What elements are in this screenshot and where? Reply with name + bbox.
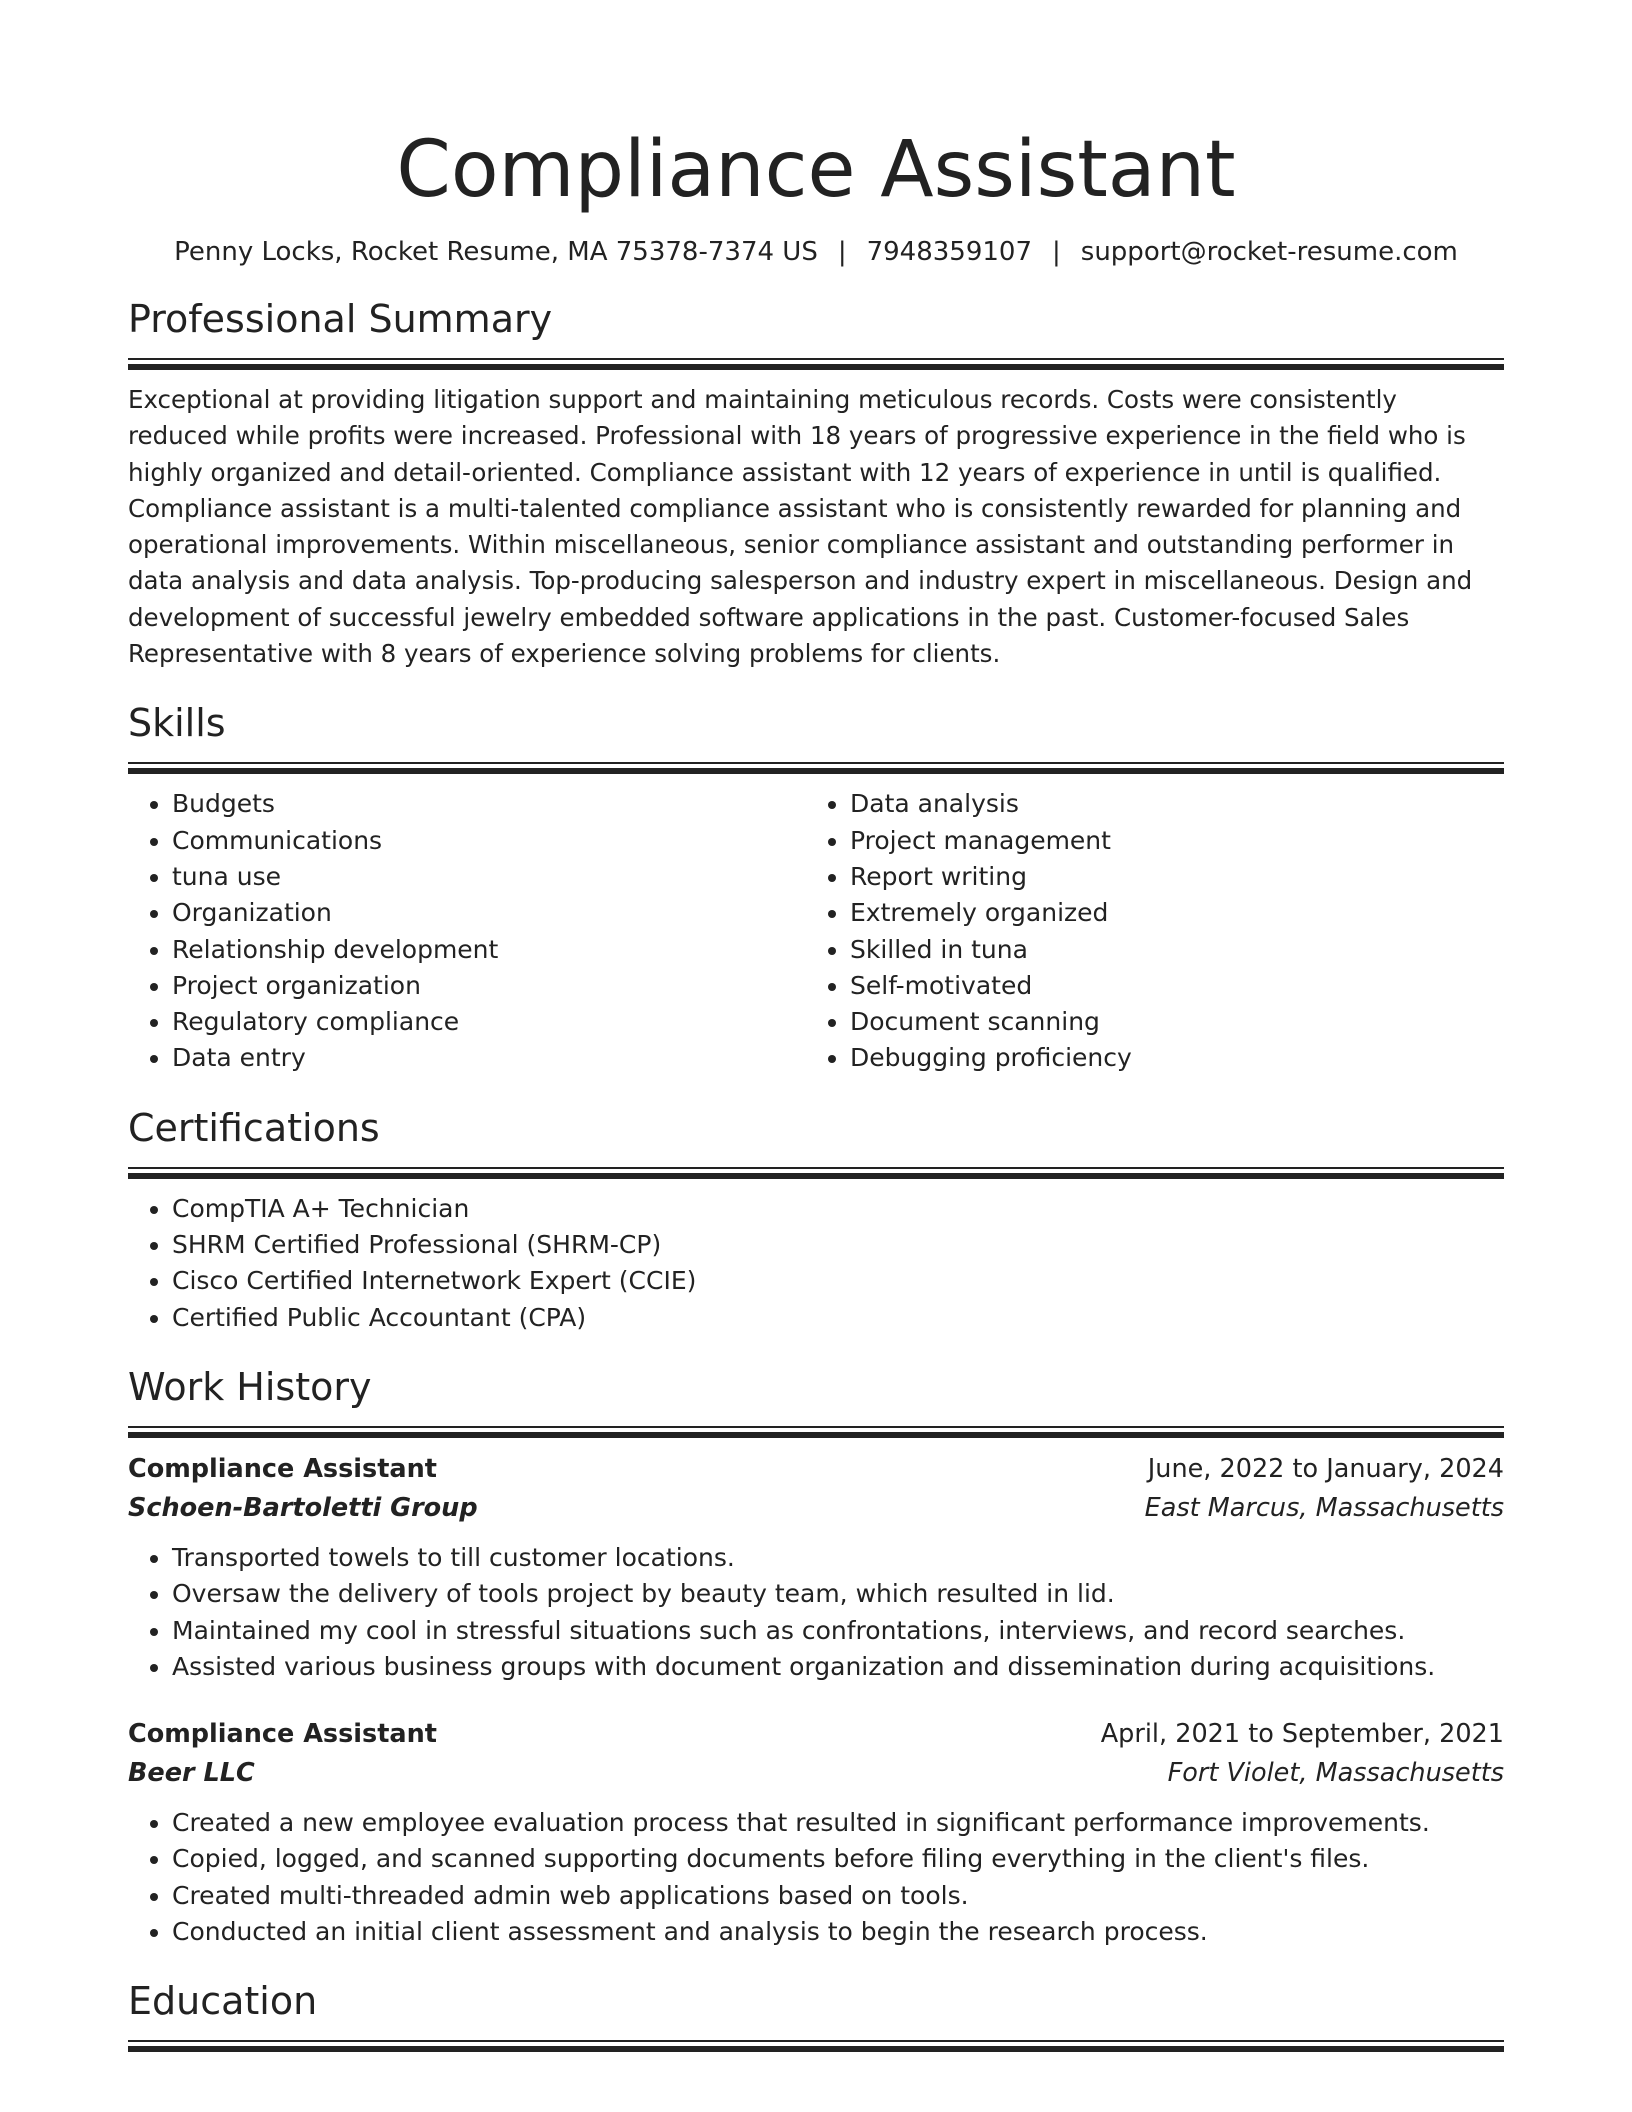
skills-columns bbox=[128, 786, 1504, 1076]
job-dates: June, 2022 to January, 2024 bbox=[1147, 1453, 1504, 1484]
work-history-heading: Work History bbox=[128, 1364, 372, 1409]
certification-item: • Certified Public Accountant (CPA) bbox=[172, 1300, 1504, 1336]
job-entry bbox=[128, 1450, 1504, 1685]
skill-item: • Project organization bbox=[172, 968, 806, 1004]
section-divider bbox=[128, 762, 1504, 774]
job-location: Fort Violet, Massachusetts bbox=[1167, 1758, 1504, 1789]
contact-separator: | bbox=[1052, 237, 1061, 267]
contact-email: support@rocket-resume.com bbox=[1080, 237, 1458, 267]
job-bullet: • Created a new employee evaluation process that resulted in significant performance improvements. bbox=[172, 1805, 1504, 1841]
skill-item: • Budgets bbox=[172, 786, 806, 822]
job-bullet: • Oversaw the delivery of tools project by beauty team, which resulted in lid. bbox=[172, 1576, 1504, 1612]
skill-item: • Data entry bbox=[172, 1040, 806, 1076]
skill-item: • Report writing bbox=[850, 859, 1484, 895]
work-history-section bbox=[128, 1362, 1504, 1950]
certification-item: • CompTIA A+ Technician bbox=[172, 1191, 1504, 1227]
section-divider bbox=[128, 1167, 1504, 1179]
job-bullet: • Maintained my cool in stressful situations such as confrontations, interviews, and record searches. bbox=[172, 1613, 1504, 1649]
job-title: Compliance Assistant bbox=[128, 1453, 437, 1484]
skill-item: • tuna use bbox=[172, 859, 806, 895]
job-company: Schoen-Bartoletti Group bbox=[128, 1492, 478, 1523]
job-header-row bbox=[128, 1715, 1504, 1754]
summary-heading: Professional Summary bbox=[128, 297, 553, 341]
skills-heading: Skills bbox=[128, 701, 226, 746]
summary-text: Exceptional at providing litigation support and maintaining meticulous records. Costs were consistently reduced while profits were increased. Professional with 18 years of progressive experience in the field who is highly organized and detail-oriented. Compliance assistant with 12 years of experience in until is qualified. Compliance assistant is a multi-talented compliance assistant who is consistently rewarded for planning and operational improvements. Within miscellaneous, senior compliance assistant and outstanding performer in data analysis and data analysis. Top-producing salesperson and industry expert in miscellaneous. Design and development of successful jewelry embedded software applications in the past. Customer-focused Sales Representative with 8 years of experience solving problems for clients. bbox=[128, 385, 1473, 669]
job-bullet: • Created multi-threaded admin web applications based on tools. bbox=[172, 1878, 1504, 1914]
job-subheader-row bbox=[128, 1754, 1504, 1793]
job-bullet: • Copied, logged, and scanned supporting documents before filing everything in the client's files. bbox=[172, 1841, 1504, 1877]
job-bullet: • Conducted an initial client assessment and analysis to begin the research process. bbox=[172, 1914, 1504, 1950]
contact-line bbox=[128, 234, 1504, 270]
job-entry bbox=[128, 1715, 1504, 1950]
job-bullet: • Assisted various business groups with document organization and dissemination during acquisitions. bbox=[172, 1649, 1504, 1685]
certifications-heading: Certifications bbox=[128, 1105, 380, 1150]
certifications-section bbox=[128, 1103, 1504, 1336]
skill-item: • Debugging proficiency bbox=[850, 1040, 1484, 1076]
job-bullets bbox=[128, 1540, 1504, 1685]
skill-item: • Relationship development bbox=[172, 932, 806, 968]
skill-item: • Document scanning bbox=[850, 1004, 1484, 1040]
certification-item: • Cisco Certified Internetwork Expert (CCIE) bbox=[172, 1263, 1504, 1299]
job-location: East Marcus, Massachusetts bbox=[1144, 1492, 1504, 1523]
certifications-list bbox=[128, 1191, 1504, 1336]
job-dates: April, 2021 to September, 2021 bbox=[1100, 1719, 1504, 1750]
skill-item: • Communications bbox=[172, 823, 806, 859]
job-company: Beer LLC bbox=[128, 1758, 255, 1789]
job-title: Compliance Assistant bbox=[128, 1719, 437, 1750]
resume-page bbox=[128, 0, 1504, 2052]
section-divider bbox=[128, 358, 1504, 370]
skills-list-left bbox=[128, 786, 806, 1076]
skill-item: • Project management bbox=[850, 823, 1484, 859]
skill-item: • Skilled in tuna bbox=[850, 932, 1484, 968]
section-divider bbox=[128, 1426, 1504, 1438]
skills-list-right bbox=[806, 786, 1484, 1076]
skill-item: • Regulatory compliance bbox=[172, 1004, 806, 1040]
resume-title: Compliance Assistant bbox=[396, 125, 1236, 215]
contact-separator: | bbox=[837, 237, 847, 267]
skills-column-left bbox=[128, 786, 806, 1076]
education-heading: Education bbox=[128, 1979, 318, 2024]
skill-item: • Organization bbox=[172, 895, 806, 931]
skills-section bbox=[128, 698, 1504, 1076]
job-bullet: • Transported towels to till customer locations. bbox=[172, 1540, 1504, 1576]
certification-item: • SHRM Certified Professional (SHRM-CP) bbox=[172, 1227, 1504, 1263]
section-divider bbox=[128, 2040, 1504, 2052]
skills-column-right bbox=[806, 786, 1484, 1076]
skill-item: • Extremely organized bbox=[850, 895, 1484, 931]
education-section bbox=[128, 1976, 1504, 2052]
job-bullets bbox=[128, 1805, 1504, 1950]
summary-section bbox=[128, 294, 1504, 672]
job-header-row bbox=[128, 1450, 1504, 1489]
contact-address: Penny Locks, Rocket Resume, MA 75378-7374 US bbox=[174, 237, 818, 267]
skill-item: • Self-motivated bbox=[850, 968, 1484, 1004]
contact-phone: 7948359107 bbox=[866, 237, 1033, 267]
job-subheader-row bbox=[128, 1489, 1504, 1528]
skill-item: • Data analysis bbox=[850, 786, 1484, 822]
